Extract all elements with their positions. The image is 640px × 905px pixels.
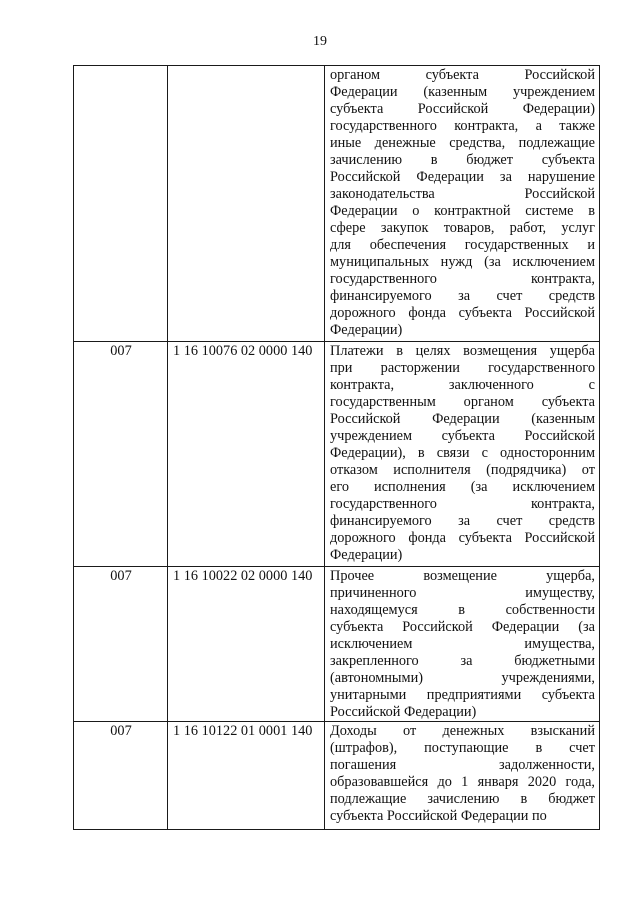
description-line: контракта, заключенного с [330,377,595,393]
description-line: причиненного имуществу, [330,585,595,601]
kbk-code-cell [168,66,325,342]
description-line: отказом исполнителя (подрядчика) от [330,462,595,478]
description-line: зачислению в бюджет субъекта [330,152,595,168]
description-line: исключением имущества, [330,636,595,652]
description-line: находящемуся в собственности [330,602,595,618]
description-line: образовавшейся до 1 января 2020 года, [330,774,595,790]
budget-codes-table [73,65,600,830]
description-line: Прочее возмещение ущерба, [330,568,595,584]
description-line: Федерации (казенным учреждением [330,84,595,100]
description-line: иные денежные средства, подлежащие [330,135,595,151]
description-cell [325,342,600,567]
description-line: его исполнения (за исключением [330,479,595,495]
description-cell [325,66,600,342]
description-line: государственного контракта, а также [330,118,595,134]
table-row [74,342,600,567]
description-line: Российской Федерации за нарушение [330,169,595,185]
description-line: при расторжении государственного [330,360,595,376]
description-line: Федерации) [330,322,403,338]
description-line: субъекта Российской Федерации (за [330,619,595,635]
admin-code-cell: 007 [74,722,168,830]
table-row [74,722,600,830]
description-cell [325,567,600,722]
description-line: субъекта Российской Федерации по [330,808,547,824]
admin-code-cell: 007 [74,567,168,722]
description-line: финансируемого за счет средств [330,288,595,304]
kbk-code-cell: 1 16 10076 02 0000 140 [168,342,325,567]
description-line: Федерации) [330,547,403,563]
description-line: Доходы от денежных взысканий [330,723,595,739]
description-line: Платежи в целях возмещения ущерба [330,343,595,359]
description-line: государственного контракта, [330,496,595,512]
kbk-code-cell: 1 16 10022 02 0000 140 [168,567,325,722]
description-line: дорожного фонда субъекта Российской [330,305,595,321]
description-line: (автономными) учреждениями, [330,670,595,686]
table-row [74,66,600,342]
description-line: сфере закупок товаров, работ, услуг [330,220,595,236]
description-line: погашения задолженности, [330,757,595,773]
description-line: Российской Федерации) [330,704,477,720]
page-number: 19 [313,34,327,49]
description-cell [325,722,600,830]
admin-code-cell [74,66,168,342]
description-line: Федерации о контрактной системе в [330,203,595,219]
description-line: (штрафов), поступающие в счет [330,740,595,756]
description-line: дорожного фонда субъекта Российской [330,530,595,546]
description-line: законодательства Российской [330,186,595,202]
description-line: финансируемого за счет средств [330,513,595,529]
description-line: муниципальных нужд (за исключением [330,254,595,270]
admin-code-cell: 007 [74,342,168,567]
table-row [74,567,600,722]
description-line: закрепленного за бюджетными [330,653,595,669]
kbk-code-cell: 1 16 10122 01 0001 140 [168,722,325,830]
description-line: учреждением субъекта Российской [330,428,595,444]
description-line: для обеспечения государственных и [330,237,595,253]
description-line: субъекта Российской Федерации) [330,101,595,117]
description-line: органом субъекта Российской [330,67,595,83]
description-line: государственным органом субъекта [330,394,595,410]
description-line: унитарными предприятиями субъекта [330,687,595,703]
description-line: государственного контракта, [330,271,595,287]
description-line: Федерации), в связи с односторонним [330,445,595,461]
description-line: подлежащие зачислению в бюджет [330,791,595,807]
description-line: Российской Федерации (казенным [330,411,595,427]
